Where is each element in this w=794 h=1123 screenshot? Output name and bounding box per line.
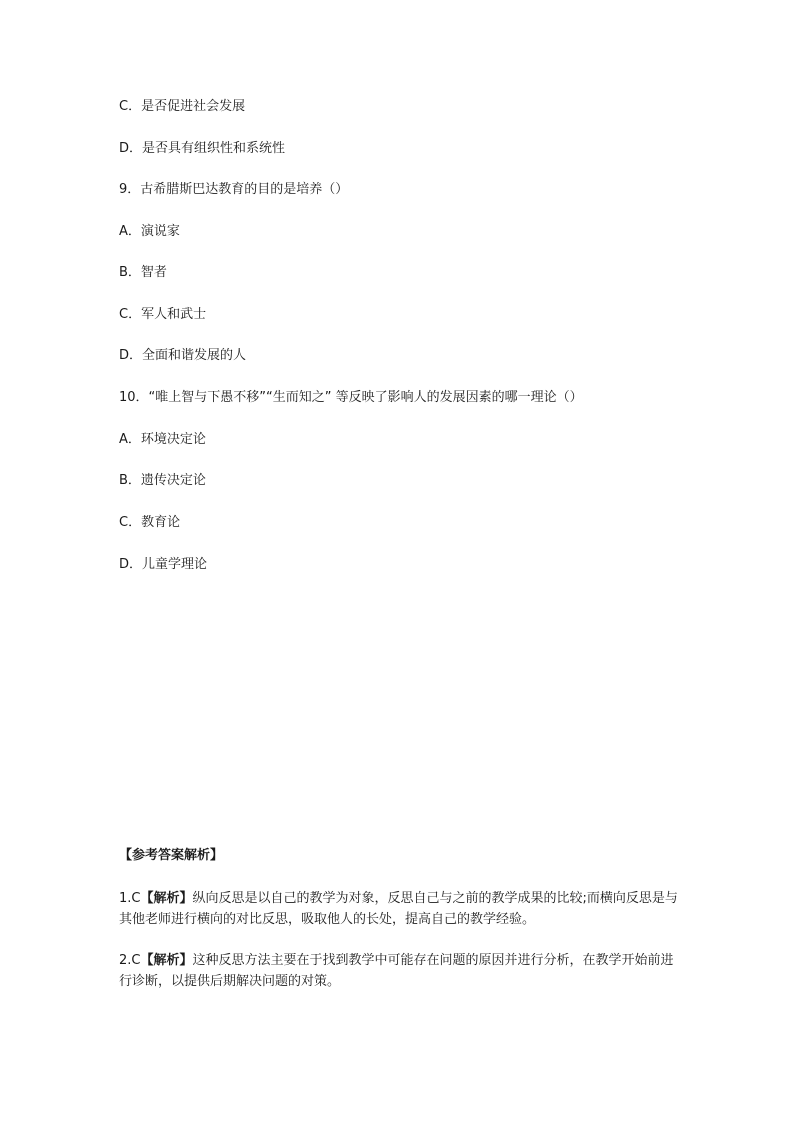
option-d-q10: D．儿童学理论 [119,557,208,572]
option-b-q10: B．遗传决定论 [119,473,206,488]
answers-heading: 【参考答案解析】 [119,848,224,863]
answer-tag: 【解析】 [140,891,193,906]
answer-item-2 [119,950,679,992]
option-d-q9: D．全面和谐发展的人 [119,348,247,363]
question-9: 9．古希腊斯巴达教育的目的是培养（） [119,182,349,197]
option-c-q8: C．是否促进社会发展 [119,99,246,114]
answer-text: 纵向反思是以自己的教学为对象，反思自己与之前的教学成果的比较;而横向反思是与其他老师进行横向的对比反思，吸取他人的长处，提高自己的教学经验。 [119,891,678,927]
option-a-q10: A．环境决定论 [119,432,206,447]
option-d-q8: D．是否具有组织性和系统性 [119,141,286,156]
answer-text: 这种反思方法主要在于找到教学中可能存在问题的原因并进行分析，在教学开始前进行诊断，以提供后期解决问题的对策。 [119,953,674,989]
option-c-q10: C．教育论 [119,515,181,530]
answer-number: 1.C [119,891,141,906]
question-10: 10．“唯上智与下愚不移”“生而知之” 等反映了影响人的发展因素的哪一理论（） [119,390,583,405]
option-b-q9: B．智者 [119,265,167,280]
option-a-q9: A．演说家 [119,224,180,239]
option-c-q9: C．军人和武士 [119,307,207,322]
answer-tag: 【解析】 [140,953,193,968]
answer-number: 2.C [119,953,141,968]
answer-item-1 [119,888,679,930]
